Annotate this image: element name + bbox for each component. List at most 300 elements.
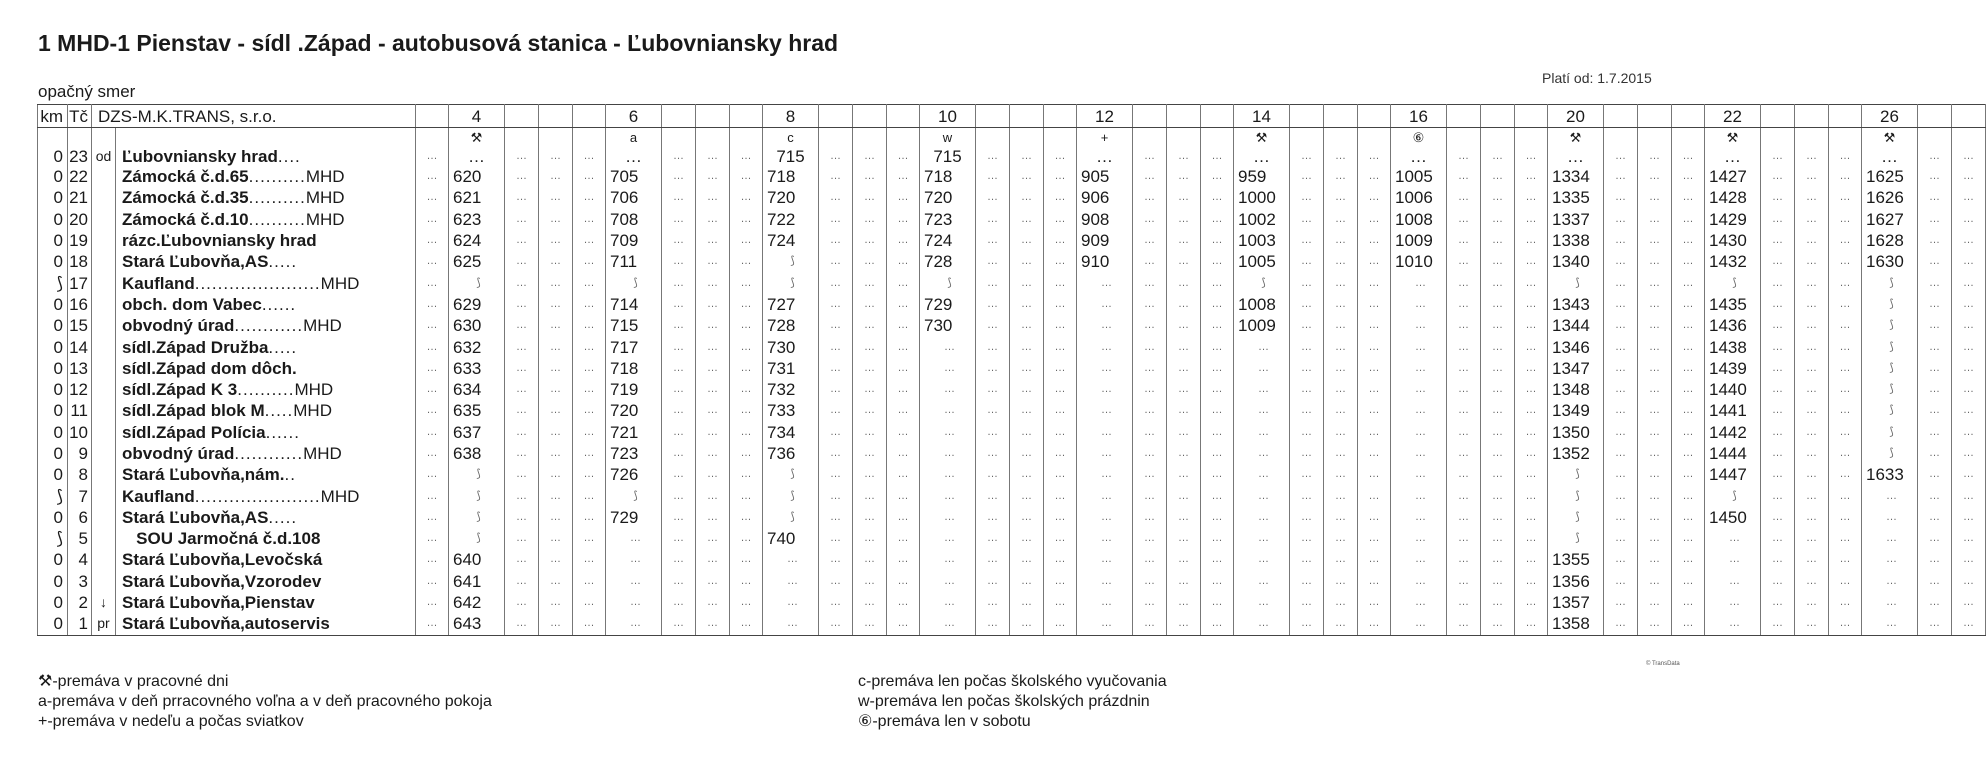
empty-cell: … <box>696 400 730 421</box>
empty-cell: … <box>853 209 887 230</box>
header-spacer <box>976 105 1010 128</box>
departure-time: … <box>763 592 819 613</box>
empty-cell: … <box>1952 613 1986 635</box>
empty-cell: … <box>1761 315 1795 336</box>
empty-cell: … <box>1201 528 1234 549</box>
header-spacer <box>1044 105 1077 128</box>
empty-cell: … <box>1952 443 1986 464</box>
empty-cell: … <box>1952 422 1986 443</box>
empty-cell: … <box>1515 294 1548 315</box>
departure-time: 729 <box>606 507 662 528</box>
km-cell: 0 <box>38 464 68 485</box>
empty-cell: … <box>1133 209 1167 230</box>
empty-cell: … <box>1515 485 1548 506</box>
empty-cell: … <box>819 422 853 443</box>
empty-cell: … <box>1481 464 1515 485</box>
empty-cell: … <box>1638 294 1672 315</box>
empty-cell: … <box>819 549 853 570</box>
empty-cell: … <box>853 507 887 528</box>
empty-cell: … <box>1481 294 1515 315</box>
empty-cell: … <box>505 613 539 635</box>
empty-cell: … <box>1447 272 1481 293</box>
empty-cell: … <box>1515 336 1548 357</box>
departure-time: … <box>763 571 819 592</box>
empty-cell: … <box>1358 443 1391 464</box>
km-cell: 0 <box>38 209 68 230</box>
empty-cell: … <box>539 166 573 187</box>
legend-item: +-premáva v nedeľu a počas sviatkov <box>38 713 304 730</box>
header-spacer <box>662 105 696 128</box>
stop-name <box>116 443 416 464</box>
empty-cell: … <box>819 507 853 528</box>
empty-cell: … <box>662 464 696 485</box>
stop-name <box>116 549 416 570</box>
empty-cell: … <box>539 592 573 613</box>
empty-cell: … <box>1604 485 1638 506</box>
stop-name <box>116 272 416 293</box>
empty-cell: … <box>1761 613 1795 635</box>
empty-cell: … <box>505 400 539 421</box>
empty-cell: … <box>1044 128 1077 167</box>
empty-cell: … <box>1829 443 1862 464</box>
departure-time: … <box>920 571 976 592</box>
direction-mark: ↓ <box>92 592 116 613</box>
departure-time: 1430 <box>1705 230 1761 251</box>
departure-time: 1428 <box>1705 187 1761 208</box>
empty-cell: … <box>1167 485 1201 506</box>
empty-cell: … <box>730 358 763 379</box>
empty-cell: … <box>573 422 606 443</box>
departure-time: 620 <box>449 166 505 187</box>
empty-cell: … <box>1133 613 1167 635</box>
empty-cell: … <box>1795 272 1829 293</box>
km-cell: 0 <box>38 613 68 635</box>
departure-time: 715 <box>933 147 962 166</box>
departure-time: … <box>625 147 642 166</box>
empty-cell: … <box>1761 251 1795 272</box>
departure-time: ⟆ <box>449 485 505 506</box>
empty-cell: … <box>1829 379 1862 400</box>
departure-time: 625 <box>449 251 505 272</box>
departure-time: 623 <box>449 209 505 230</box>
empty-cell: … <box>1795 230 1829 251</box>
direction-mark <box>92 379 116 400</box>
empty-cell: … <box>1761 549 1795 570</box>
empty-cell: … <box>1918 613 1952 635</box>
departure-time: … <box>606 528 662 549</box>
empty-cell: … <box>1918 251 1952 272</box>
tc-cell: 12 <box>68 379 92 400</box>
empty-cell: … <box>887 549 920 570</box>
empty-cell: … <box>976 358 1010 379</box>
stop-label: Zámocká č.d.10 <box>122 209 249 229</box>
tc-cell: 4 <box>68 549 92 570</box>
empty-cell: … <box>573 592 606 613</box>
empty-cell: … <box>976 613 1010 635</box>
empty-cell: … <box>1604 187 1638 208</box>
empty-cell: … <box>887 251 920 272</box>
empty-cell: … <box>1358 485 1391 506</box>
trip-number: 12 <box>1077 105 1133 128</box>
tc-cell: 11 <box>68 400 92 421</box>
empty-cell: … <box>730 209 763 230</box>
empty-cell: … <box>976 464 1010 485</box>
empty-cell: … <box>1829 400 1862 421</box>
empty-cell: … <box>696 166 730 187</box>
empty-cell: … <box>1481 187 1515 208</box>
empty-cell: … <box>1515 315 1548 336</box>
empty-cell: … <box>505 209 539 230</box>
empty-cell: … <box>1167 358 1201 379</box>
empty-cell: … <box>1324 549 1358 570</box>
empty-cell: … <box>1795 358 1829 379</box>
departure-time: 721 <box>606 422 662 443</box>
departure-time: 720 <box>763 187 819 208</box>
empty-cell: … <box>573 315 606 336</box>
empty-cell: … <box>1761 464 1795 485</box>
tc-header: Tč <box>68 105 92 128</box>
empty-cell: … <box>1795 613 1829 635</box>
departure-time: … <box>1862 528 1918 549</box>
departure-time: … <box>1391 422 1447 443</box>
empty-cell: … <box>1201 128 1234 167</box>
empty-cell: … <box>1358 613 1391 635</box>
empty-cell: … <box>1201 549 1234 570</box>
empty-cell: … <box>1918 571 1952 592</box>
departure-time: 728 <box>763 315 819 336</box>
table-row <box>38 379 1986 400</box>
departure-time: … <box>1410 147 1427 166</box>
departure-time: 715 <box>606 315 662 336</box>
departure-time: 1005 <box>1391 166 1447 187</box>
copyright-stamp: © TransData <box>1646 661 1680 667</box>
empty-cell: … <box>662 571 696 592</box>
empty-cell: … <box>1952 187 1986 208</box>
departure-time: ⟆ <box>1862 358 1918 379</box>
empty-cell: … <box>662 187 696 208</box>
empty-cell: … <box>662 294 696 315</box>
table-row <box>38 294 1986 315</box>
stop-name <box>116 400 416 421</box>
empty-cell: … <box>1638 251 1672 272</box>
empty-cell: … <box>1044 549 1077 570</box>
empty-cell: … <box>573 230 606 251</box>
empty-cell: … <box>539 315 573 336</box>
empty-cell: … <box>819 166 853 187</box>
empty-cell: … <box>1795 315 1829 336</box>
stop-name <box>116 128 416 167</box>
empty-cell: … <box>1044 166 1077 187</box>
empty-cell: … <box>1672 464 1705 485</box>
empty-cell: … <box>853 358 887 379</box>
departure-time: … <box>1253 147 1270 166</box>
empty-cell: … <box>1604 294 1638 315</box>
empty-cell: … <box>1952 528 1986 549</box>
empty-cell: … <box>1795 336 1829 357</box>
empty-cell: … <box>887 613 920 635</box>
mhd-label: MHD <box>320 273 360 293</box>
empty-cell: … <box>696 592 730 613</box>
departure-time: … <box>1705 549 1761 570</box>
legend-item: a-premáva v deň prracovného voľna a v deň pracovného pokoja <box>38 693 492 710</box>
empty-cell: … <box>539 336 573 357</box>
departure-time: ⟆ <box>1705 272 1761 293</box>
empty-cell: … <box>853 485 887 506</box>
empty-cell: … <box>1672 187 1705 208</box>
empty-cell: … <box>976 400 1010 421</box>
departure-time: … <box>1391 528 1447 549</box>
stop-name <box>116 166 416 187</box>
empty-cell: … <box>1638 613 1672 635</box>
tc-cell: 16 <box>68 294 92 315</box>
departure-time: … <box>1862 571 1918 592</box>
departure-time: … <box>1391 549 1447 570</box>
empty-cell: … <box>730 571 763 592</box>
empty-cell: … <box>1358 128 1391 167</box>
departure-time: … <box>1391 315 1447 336</box>
stop-label: sídl.Západ blok M <box>122 401 265 421</box>
empty-cell: … <box>1133 272 1167 293</box>
empty-cell: … <box>1918 400 1952 421</box>
empty-cell: … <box>416 166 449 187</box>
departure-time: … <box>1724 147 1741 166</box>
empty-cell: … <box>1358 294 1391 315</box>
mhd-label: MHD <box>293 401 332 421</box>
empty-cell: … <box>1672 592 1705 613</box>
dot-leader: ..... <box>268 507 298 527</box>
empty-cell: … <box>1290 422 1324 443</box>
tc-cell: 22 <box>68 166 92 187</box>
empty-cell: … <box>662 166 696 187</box>
empty-cell: … <box>539 613 573 635</box>
header-spacer <box>1201 105 1234 128</box>
empty-cell: … <box>1010 549 1044 570</box>
empty-cell: … <box>505 485 539 506</box>
empty-cell: … <box>1672 507 1705 528</box>
empty-cell: … <box>1447 379 1481 400</box>
empty-cell: … <box>1167 230 1201 251</box>
empty-cell: … <box>1795 128 1829 167</box>
empty-cell: … <box>1829 315 1862 336</box>
direction-mark: od <box>92 128 116 167</box>
empty-cell: … <box>539 485 573 506</box>
empty-cell: … <box>1604 230 1638 251</box>
empty-cell: … <box>1044 592 1077 613</box>
empty-cell: … <box>1447 485 1481 506</box>
departure-time: … <box>606 613 662 635</box>
empty-cell: … <box>853 187 887 208</box>
empty-cell: … <box>730 315 763 336</box>
direction-mark <box>92 166 116 187</box>
departure-time: 640 <box>449 549 505 570</box>
empty-cell: … <box>1010 592 1044 613</box>
empty-cell: … <box>1010 422 1044 443</box>
table-row <box>38 251 1986 272</box>
empty-cell: … <box>1447 251 1481 272</box>
empty-cell: … <box>1201 315 1234 336</box>
empty-cell: … <box>1447 187 1481 208</box>
empty-cell: … <box>1604 507 1638 528</box>
empty-cell: … <box>662 209 696 230</box>
empty-cell: … <box>1358 400 1391 421</box>
km-cell: 0 <box>38 315 68 336</box>
empty-cell: … <box>539 209 573 230</box>
departure-time: 714 <box>606 294 662 315</box>
empty-cell: … <box>1010 443 1044 464</box>
empty-cell: … <box>696 294 730 315</box>
stop-name <box>116 592 416 613</box>
departure-time: 1334 <box>1548 166 1604 187</box>
empty-cell: … <box>1447 422 1481 443</box>
empty-cell: … <box>1201 358 1234 379</box>
empty-cell: … <box>1829 272 1862 293</box>
empty-cell: … <box>1201 485 1234 506</box>
departure-time: … <box>1077 379 1133 400</box>
stop-name <box>116 379 416 400</box>
empty-cell: … <box>1358 187 1391 208</box>
empty-cell: … <box>1515 166 1548 187</box>
stop-name <box>116 294 416 315</box>
direction-mark <box>92 528 116 549</box>
empty-cell: … <box>730 230 763 251</box>
departure-time: 637 <box>449 422 505 443</box>
empty-cell: … <box>1447 443 1481 464</box>
departure-time: 1429 <box>1705 209 1761 230</box>
departure-time: ⟆ <box>1862 315 1918 336</box>
direction-mark <box>92 485 116 506</box>
empty-cell: … <box>1290 443 1324 464</box>
departure-time: ⟆ <box>763 251 819 272</box>
empty-cell: … <box>1290 128 1324 167</box>
empty-cell: … <box>696 251 730 272</box>
empty-cell: … <box>1324 422 1358 443</box>
empty-cell: … <box>416 528 449 549</box>
departure-time: … <box>920 358 976 379</box>
empty-cell: … <box>505 358 539 379</box>
empty-cell: … <box>662 507 696 528</box>
empty-cell: … <box>1672 128 1705 167</box>
departure-time: … <box>1077 358 1133 379</box>
empty-cell: … <box>1290 336 1324 357</box>
empty-cell: … <box>1638 485 1672 506</box>
empty-cell: … <box>1290 315 1324 336</box>
departure-time: … <box>1705 592 1761 613</box>
stop-label: obvodný úrad <box>122 444 235 463</box>
departure-time: 720 <box>606 400 662 421</box>
empty-cell: … <box>573 128 606 167</box>
empty-cell: … <box>1672 209 1705 230</box>
departure-time: ⟆ <box>1234 272 1290 293</box>
header-spacer <box>573 105 606 128</box>
empty-cell: … <box>1201 400 1234 421</box>
empty-cell: … <box>1638 209 1672 230</box>
departure-time: ⟆ <box>763 464 819 485</box>
empty-cell: … <box>730 613 763 635</box>
empty-cell: … <box>1918 187 1952 208</box>
empty-cell: … <box>1918 230 1952 251</box>
empty-cell: … <box>1010 336 1044 357</box>
stop-label: Zámocká č.d.65 <box>122 167 249 187</box>
departure-time: … <box>1077 549 1133 570</box>
departure-time: … <box>1391 571 1447 592</box>
empty-cell: … <box>1481 443 1515 464</box>
empty-cell: … <box>1044 613 1077 635</box>
empty-cell: … <box>1201 187 1234 208</box>
stop-label: Stará Ľubovňa,nám. <box>122 465 285 485</box>
stop-name <box>116 422 416 443</box>
empty-cell: … <box>1672 422 1705 443</box>
mhd-label: MHD <box>320 486 360 506</box>
empty-cell: … <box>1324 571 1358 592</box>
dot-leader: .... <box>277 147 301 166</box>
empty-cell: … <box>1829 464 1862 485</box>
departure-time: 732 <box>763 379 819 400</box>
empty-cell: … <box>1481 549 1515 570</box>
empty-cell: … <box>1638 528 1672 549</box>
departure-time: 726 <box>606 464 662 485</box>
departure-time: … <box>1391 294 1447 315</box>
trip-note <box>763 128 819 167</box>
empty-cell: … <box>887 507 920 528</box>
empty-cell: … <box>1481 358 1515 379</box>
empty-cell: … <box>1638 549 1672 570</box>
stop-label: sídl.Západ Polícia <box>122 422 266 442</box>
empty-cell: … <box>1167 549 1201 570</box>
empty-cell: … <box>1201 571 1234 592</box>
empty-cell: … <box>976 422 1010 443</box>
empty-cell: … <box>819 187 853 208</box>
departure-time: 729 <box>920 294 976 315</box>
empty-cell: … <box>416 422 449 443</box>
empty-cell: … <box>1324 315 1358 336</box>
departure-time: 1335 <box>1548 187 1604 208</box>
empty-cell: … <box>1829 422 1862 443</box>
departure-time: 959 <box>1234 166 1290 187</box>
departure-time: … <box>1077 315 1133 336</box>
trip-note-symbol: + <box>1100 130 1109 145</box>
empty-cell: … <box>976 507 1010 528</box>
empty-cell: … <box>1761 422 1795 443</box>
empty-cell: … <box>1447 358 1481 379</box>
empty-cell: … <box>1638 187 1672 208</box>
empty-cell: … <box>1324 272 1358 293</box>
empty-cell: … <box>819 128 853 167</box>
empty-cell: … <box>662 128 696 167</box>
empty-cell: … <box>1167 209 1201 230</box>
table-row <box>38 400 1986 421</box>
empty-cell: … <box>1447 507 1481 528</box>
empty-cell: … <box>1358 272 1391 293</box>
empty-cell: … <box>1795 549 1829 570</box>
empty-cell: … <box>976 379 1010 400</box>
empty-cell: … <box>1515 443 1548 464</box>
empty-cell: … <box>573 379 606 400</box>
stop-label: Kaufland <box>122 273 195 293</box>
empty-cell: … <box>730 507 763 528</box>
empty-cell: … <box>1918 209 1952 230</box>
empty-cell: … <box>1638 272 1672 293</box>
empty-cell: … <box>1044 336 1077 357</box>
empty-cell: … <box>573 209 606 230</box>
departure-time: 1009 <box>1234 315 1290 336</box>
direction-mark <box>92 464 116 485</box>
empty-cell: … <box>976 443 1010 464</box>
stop-name <box>116 230 416 251</box>
empty-cell: … <box>1133 128 1167 167</box>
empty-cell: … <box>1829 166 1862 187</box>
empty-cell: … <box>976 209 1010 230</box>
header-spacer <box>1952 105 1986 128</box>
